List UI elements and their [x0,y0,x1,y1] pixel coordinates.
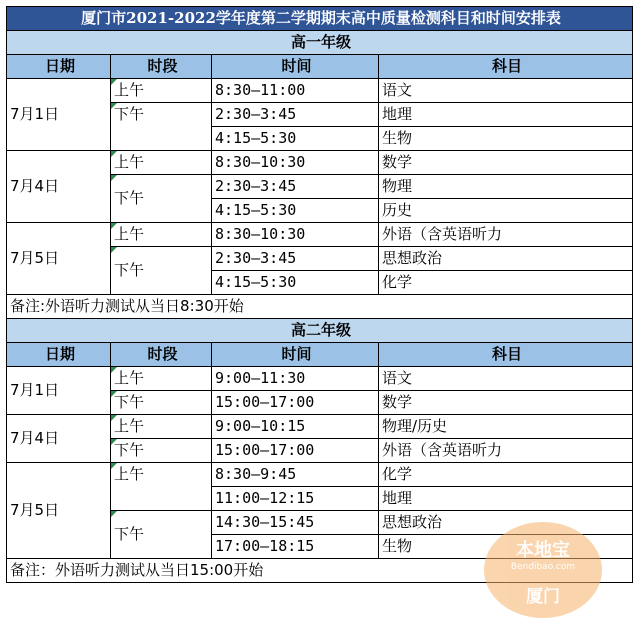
date-cell: 7月4日 [7,415,111,463]
subject-cell: 地理 [379,103,633,127]
period-cell: 上午 [111,367,212,391]
time-cell: 4:15—5:30 [212,127,379,151]
table-row [7,463,633,487]
subject-cell: 化学 [379,271,633,295]
time-cell: 15:00—17:00 [212,439,379,463]
watermark-city: 厦门 [526,587,560,607]
header-time: 时间 [212,55,379,79]
period-cell: 上午 [111,79,212,103]
time-cell: 15:00—17:00 [212,391,379,415]
period-cell: 下午 [111,391,212,415]
comment-marker-icon [111,463,117,469]
period-cell: 下午 [111,511,212,559]
comment-marker-icon [111,511,117,517]
watermark-logo [484,522,602,618]
subject-cell: 外语（含英语听力 [379,223,633,247]
watermark-brand: 本地宝 [516,540,570,561]
time-cell: 9:00—11:30 [212,367,379,391]
period-cell: 上午 [111,415,212,439]
period-cell: 下午 [111,247,212,295]
period-cell: 上午 [111,151,212,175]
table-row [7,151,633,175]
header-date: 日期 [7,343,111,367]
grade1-heading: 高一年级 [7,31,633,55]
comment-marker-icon [111,247,117,253]
comment-marker-icon [111,223,117,229]
comment-marker-icon [111,415,117,421]
schedule-table [6,6,633,583]
time-cell: 11:00—12:15 [212,487,379,511]
grade2-note: 备注：外语听力测试从当日15:00开始 [7,559,633,583]
subject-cell: 数学 [379,391,633,415]
time-cell: 2:30—3:45 [212,247,379,271]
time-cell: 8:30—10:30 [212,151,379,175]
subject-cell: 思想政治 [379,247,633,271]
subject-cell: 外语（含英语听力 [379,439,633,463]
time-cell: 17:00—18:15 [212,535,379,559]
subject-cell: 思想政治 [379,511,633,535]
time-cell: 14:30—15:45 [212,511,379,535]
comment-marker-icon [111,175,117,181]
period-cell: 下午 [111,103,212,151]
date-cell: 7月1日 [7,79,111,151]
subject-cell: 语文 [379,367,633,391]
page-title: 厦门市2021-2022学年度第二学期期末高中质量检测科目和时间安排表 [7,7,633,31]
date-cell: 7月1日 [7,367,111,415]
subject-cell: 语文 [379,79,633,103]
subject-cell: 数学 [379,151,633,175]
comment-marker-icon [111,439,117,445]
header-subject: 科目 [379,343,633,367]
table-row [7,367,633,391]
header-period: 时段 [111,55,212,79]
comment-marker-icon [111,391,117,397]
subject-cell: 生物 [379,127,633,151]
header-period: 时段 [111,343,212,367]
header-date: 日期 [7,55,111,79]
subject-cell: 地理 [379,487,633,511]
header-time: 时间 [212,343,379,367]
date-cell: 7月5日 [7,223,111,295]
watermark-domain: Bendibao.com [510,562,576,572]
subject-cell: 历史 [379,199,633,223]
period-cell: 上午 [111,463,212,511]
time-cell: 2:30—3:45 [212,103,379,127]
period-cell: 下午 [111,439,212,463]
period-cell: 下午 [111,175,212,223]
time-cell: 8:30—10:30 [212,223,379,247]
header-subject: 科目 [379,55,633,79]
grade1-note: 备注:外语听力测试从当日8:30开始 [7,295,633,319]
time-cell: 4:15—5:30 [212,199,379,223]
time-cell: 4:15—5:30 [212,271,379,295]
date-cell: 7月4日 [7,151,111,223]
period-cell: 上午 [111,223,212,247]
table-row [7,79,633,103]
comment-marker-icon [111,79,117,85]
time-cell: 8:30—11:00 [212,79,379,103]
time-cell: 8:30—9:45 [212,463,379,487]
subject-cell: 化学 [379,463,633,487]
time-cell: 2:30—3:45 [212,175,379,199]
time-cell: 9:00—10:15 [212,415,379,439]
comment-marker-icon [111,367,117,373]
table-row [7,415,633,439]
subject-cell: 物理 [379,175,633,199]
table-row [7,223,633,247]
comment-marker-icon [111,151,117,157]
subject-cell: 生物 [379,535,633,559]
subject-cell: 物理/历史 [379,415,633,439]
comment-marker-icon [111,103,117,109]
date-cell: 7月5日 [7,463,111,559]
grade2-heading: 高二年级 [7,319,633,343]
